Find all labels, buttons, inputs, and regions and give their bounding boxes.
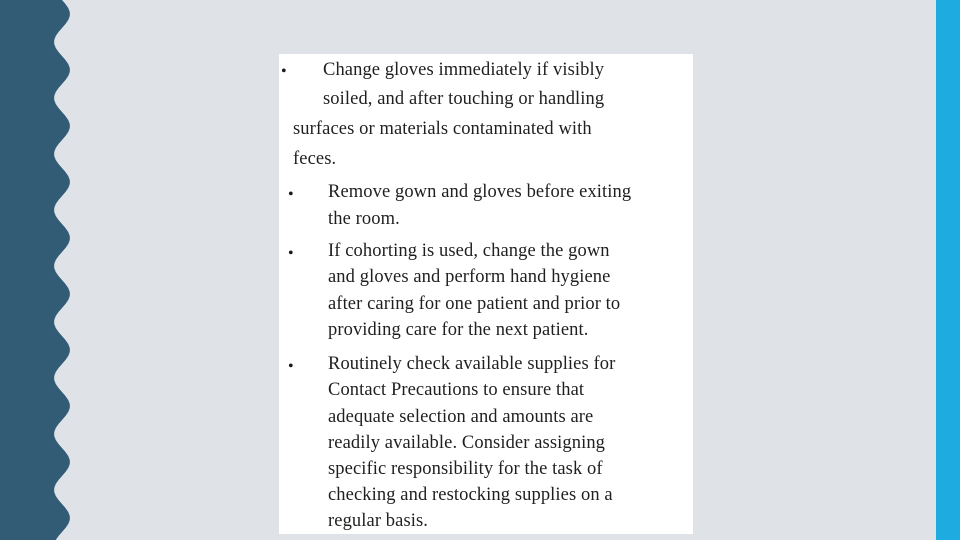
list-item-line: Contact Precautions to ensure that bbox=[328, 380, 585, 400]
list-item-line: specific responsibility for the task of bbox=[328, 459, 603, 479]
list-item-line: Routinely check available supplies for bbox=[328, 354, 616, 374]
bullet-marker: • bbox=[281, 63, 287, 80]
list-item-line: and gloves and perform hand hygiene bbox=[328, 267, 611, 287]
list-item-line: the room. bbox=[328, 209, 400, 229]
list-item-line: soiled, and after touching or handling bbox=[323, 89, 605, 109]
list-item-line: providing care for the next patient. bbox=[328, 320, 589, 340]
list-item-line: If cohorting is used, change the gown bbox=[328, 241, 610, 261]
bullet-marker: • bbox=[288, 358, 294, 375]
right-accent-stripe bbox=[936, 0, 960, 540]
list-item-line: after caring for one patient and prior to bbox=[328, 294, 621, 314]
list-item-line: Change gloves immediately if visibly bbox=[323, 60, 605, 80]
wave-shape bbox=[0, 0, 70, 540]
list-item-line: regular basis. bbox=[328, 511, 429, 531]
list-item-line: adequate selection and amounts are bbox=[328, 407, 594, 427]
list-item-line: Remove gown and gloves before exiting bbox=[328, 182, 632, 202]
list-item-line: surfaces or materials contaminated with bbox=[293, 119, 592, 139]
bullet-marker: • bbox=[288, 186, 294, 203]
list-item-line: feces. bbox=[293, 149, 337, 169]
wavy-left-band bbox=[0, 0, 80, 540]
list-item-line: readily available. Consider assigning bbox=[328, 433, 606, 453]
list-item-line: checking and restocking supplies on a bbox=[328, 485, 613, 505]
bullet-marker: • bbox=[288, 245, 294, 262]
document-image bbox=[279, 54, 693, 534]
